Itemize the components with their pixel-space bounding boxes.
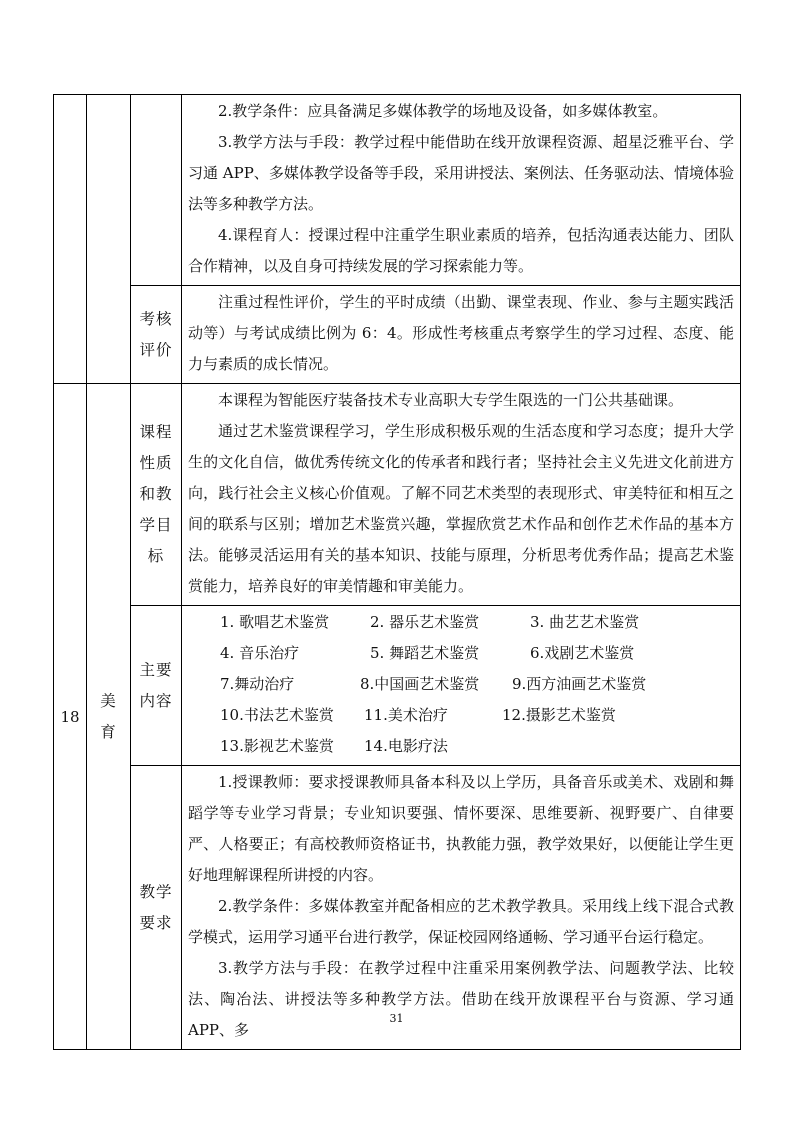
page-number: 31 — [389, 1012, 404, 1025]
row-17-assessment — [54, 286, 741, 384]
paragraph: 1.授课教师：要求授课教师具备本科及以上学历，具备音乐或美术、戏剧和舞蹈学等专业学习背景；专业知识要强、情怀要深、思维要新、视野要广、自律要严、人格要正；有高校教师资格证书，执教能力强，教学效果好，以便能让学生更好地理解课程所讲授的内容。 — [188, 773, 734, 884]
row-18-nature — [54, 384, 741, 606]
content-list — [182, 606, 741, 766]
list-item: 8.中国画艺术鉴赏 — [360, 675, 480, 693]
nature-content — [182, 384, 741, 606]
row-17-requirements-content — [182, 95, 741, 286]
row-18-content — [54, 606, 741, 766]
requirements-content — [182, 766, 741, 1050]
list-row — [182, 607, 740, 638]
list-row — [182, 700, 740, 731]
requirements-label: 教学要求 — [131, 766, 182, 1050]
row-number: 18 — [54, 384, 87, 1050]
list-row — [182, 669, 740, 700]
list-item: 13.影视艺术鉴赏 — [220, 737, 334, 755]
paragraph: 3.教学方法与手段：在教学过程中注重采用案例教学法、问题教学法、比较法、陶冶法、讲授法等多种教学方法。借助在线开放课程平台与资源、学习通 APP、多 — [188, 959, 734, 1039]
assessment-label: 考核评价 — [131, 286, 182, 384]
paragraph: 3.教学方法与手段：教学过程中能借助在线开放课程资源、超星泛雅平台、学习通 APP、多媒体教学设备等手段，采用讲授法、案例法、任务驱动法、情境体验法等多种教学方法。 — [188, 133, 734, 213]
paragraph: 本课程为智能医疗装备技术专业高职大专学生限选的一门公共基础课。 — [218, 391, 684, 409]
list-item: 5. 舞蹈艺术鉴赏 — [370, 644, 480, 662]
row-17-requirements-label-cell — [131, 95, 182, 286]
list-item: 14.电影疗法 — [364, 737, 448, 755]
list-item: 12.摄影艺术鉴赏 — [502, 706, 616, 724]
paragraph: 注重过程性评价，学生的平时成绩（出勤、课堂表现、作业、参与主题实践活动等）与考试成绩比例为 6：4。形成性考核重点考察学生的学习过程、态度、能力与素质的成长情况。 — [188, 293, 734, 373]
list-item: 6.戏剧艺术鉴赏 — [530, 644, 635, 662]
row-17-course-cell — [87, 95, 131, 384]
list-item: 7.舞动治疗 — [220, 675, 295, 693]
paragraph: 4.课程育人：授课过程中注重学生职业素质的培养，包括沟通表达能力、团队合作精神，以及自身可持续发展的学习探索能力等。 — [188, 226, 734, 275]
list-item: 3. 曲艺艺术鉴赏 — [530, 613, 640, 631]
list-item: 9.西方油画艺术鉴赏 — [512, 675, 647, 693]
list-item: 2. 器乐艺术鉴赏 — [370, 613, 480, 631]
list-item: 11.美术治疗 — [364, 706, 448, 724]
list-row — [182, 731, 740, 762]
row-17-number-cell — [54, 95, 87, 384]
course-name: 美育 — [87, 384, 131, 1050]
content-label: 主要内容 — [131, 606, 182, 766]
row-18-requirements — [54, 766, 741, 1050]
row-17-teaching-requirements — [54, 95, 741, 286]
nature-label: 课程性质和教学目标 — [131, 384, 182, 606]
paragraph: 2.教学条件：应具备满足多媒体教学的场地及设备，如多媒体教室。 — [218, 102, 668, 120]
list-item: 4. 音乐治疗 — [220, 644, 300, 662]
course-table — [53, 94, 741, 1050]
list-item: 10.书法艺术鉴赏 — [220, 706, 334, 724]
assessment-content — [182, 286, 741, 384]
list-row — [182, 638, 740, 669]
paragraph: 通过艺术鉴赏课程学习，学生形成积极乐观的生活态度和学习态度；提升大学生的文化自信，做优秀传统文化的传承者和践行者；坚持社会主义先进文化前进方向，践行社会主义核心价值观。了解不同艺术类型的表现形式、审美特征和相互之间的联系与区别；增加艺术鉴赏兴趣，掌握欣赏艺术作品和创作艺术作品的基本方法。能够灵活运用有关的基本知识、技能与原理，分析思考优秀作品；提高艺术鉴赏能力，培养良好的审美情趣和审美能力。 — [188, 422, 734, 595]
list-item: 1. 歌唱艺术鉴赏 — [220, 613, 330, 631]
paragraph: 2.教学条件：多媒体教室并配备相应的艺术教学教具。采用线上线下混合式教学模式，运用学习通平台进行教学，保证校园网络通畅、学习通平台运行稳定。 — [188, 897, 734, 946]
